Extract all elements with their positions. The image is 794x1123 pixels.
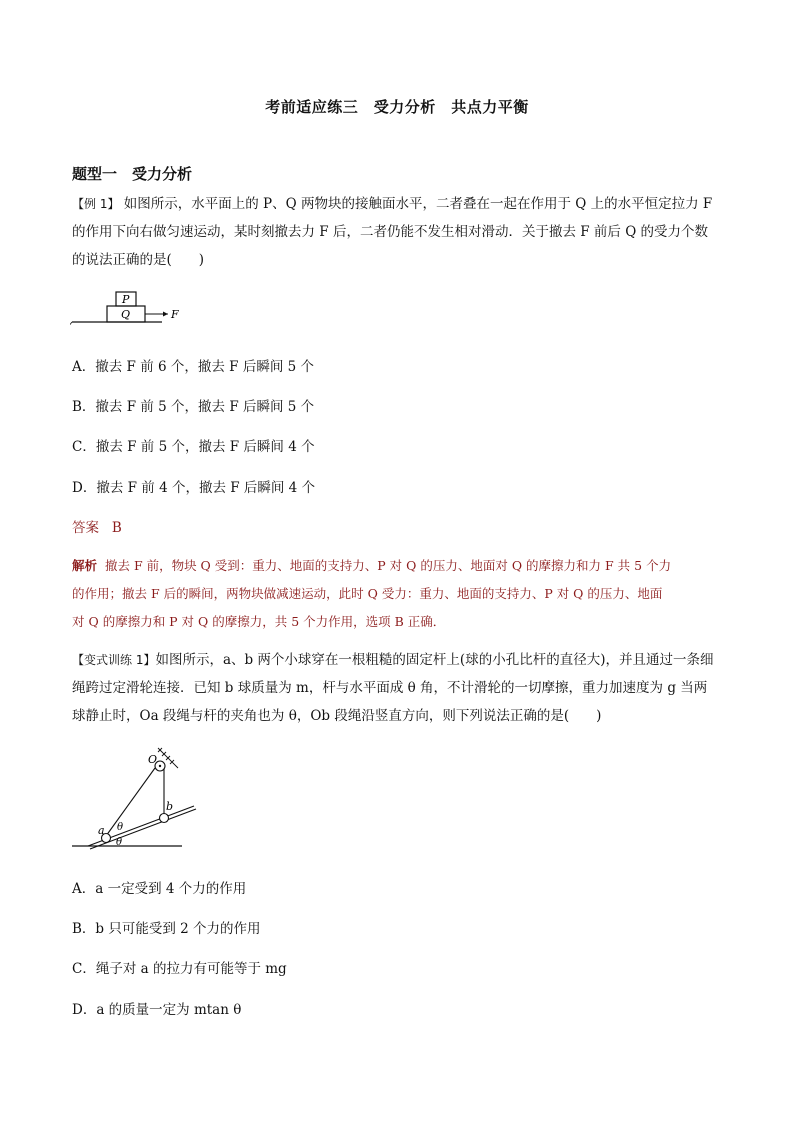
- pulley-axle: [159, 765, 161, 767]
- label-a: a: [98, 824, 105, 837]
- label-p: P: [122, 293, 130, 306]
- page-title: 考前适应练三 受力分析 共点力平衡: [265, 98, 529, 116]
- example1-option-d: D．撤去 F 前 4 个，撤去 F 后瞬间 4 个: [72, 480, 316, 496]
- variant1-option-c: C．绳子对 a 的拉力有可能等于 mg: [72, 961, 287, 977]
- variant1-line1: 如图所示，a、b 两个小球穿在一根粗糙的固定杆上(球的小孔比杆的直径大)，并且通过一条细: [155, 652, 714, 668]
- variant1-figure: [70, 746, 200, 854]
- explain-line1: 撤去 F 前，物块 Q 受到：重力、地面的支持力、P 对 Q 的压力、地面对 Q 的摩擦力和力 F 共 5 个力: [104, 558, 672, 573]
- example1-option-a: A．撤去 F 前 6 个，撤去 F 后瞬间 5 个: [72, 359, 314, 375]
- variant1-question: [72, 646, 724, 730]
- variant1-tag: 【变式训练 1】: [72, 653, 156, 667]
- example1-tag: 【例 1】: [72, 197, 120, 211]
- explain-line2: 的作用；撤去 F 后的瞬间，两物块做减速运动，此时 Q 受力：重力、地面的支持力、P 对 Q 的压力、地面: [72, 586, 663, 601]
- example1-option-c: C．撤去 F 前 5 个，撤去 F 后瞬间 4 个: [72, 439, 315, 455]
- label-q: Q: [121, 308, 131, 321]
- variant1-option-b: B．b 只可能受到 2 个力的作用: [72, 921, 261, 937]
- variant1-line2: 绳跨过定滑轮连接．已知 b 球质量为 m，杆与水平面成 θ 角，不计滑轮的一切摩擦，重力加速度为 g 当两: [72, 680, 708, 696]
- example1-line1: 如图所示，水平面上的 P、Q 两物块的接触面水平，二者叠在一起在作用于 Q 上的水平恒定拉力 F: [123, 196, 713, 212]
- rope-oa: [106, 768, 155, 836]
- variant1-option-d: D．a 的质量一定为 mtan θ: [72, 1002, 242, 1018]
- support-hatch: [158, 748, 178, 768]
- variant1-option-a: A．a 一定受到 4 个力的作用: [72, 881, 247, 897]
- label-f: F: [171, 308, 179, 321]
- example1-option-b: B．撤去 F 前 5 个，撤去 F 后瞬间 5 个: [72, 399, 315, 415]
- explain-line3: 对 Q 的摩擦力和 P 对 Q 的摩擦力，共 5 个力作用，选项 B 正确．: [72, 614, 446, 629]
- explain-label: 解析: [72, 558, 98, 573]
- label-theta-rod: θ: [116, 837, 123, 848]
- answer-value: B: [111, 520, 122, 536]
- example1-line3: 的说法正确的是( ): [72, 252, 205, 268]
- ball-b: [160, 814, 169, 823]
- example1-question: [72, 190, 724, 274]
- example1-explanation: [72, 552, 724, 636]
- example1-line2: 的作用下向右做匀速运动，某时刻撤去力 F 后，二者仍能不发生相对滑动．关于撤去 F 前后 Q 的受力个数: [72, 224, 709, 240]
- ground-hatch: [70, 322, 72, 327]
- label-o: O: [148, 753, 158, 766]
- label-b: b: [166, 800, 174, 813]
- example1-answer: [72, 516, 122, 536]
- force-arrowhead: [163, 312, 168, 317]
- example1-figure: [70, 286, 190, 328]
- variant1-line3: 球静止时，Oa 段绳与杆的夹角也为 θ，Ob 段绳沿竖直方向，则下列说法正确的是( ): [72, 708, 602, 724]
- section-title: 题型一 受力分析: [72, 165, 193, 183]
- label-theta-rope: θ: [117, 822, 124, 833]
- answer-label: 答案: [72, 520, 99, 536]
